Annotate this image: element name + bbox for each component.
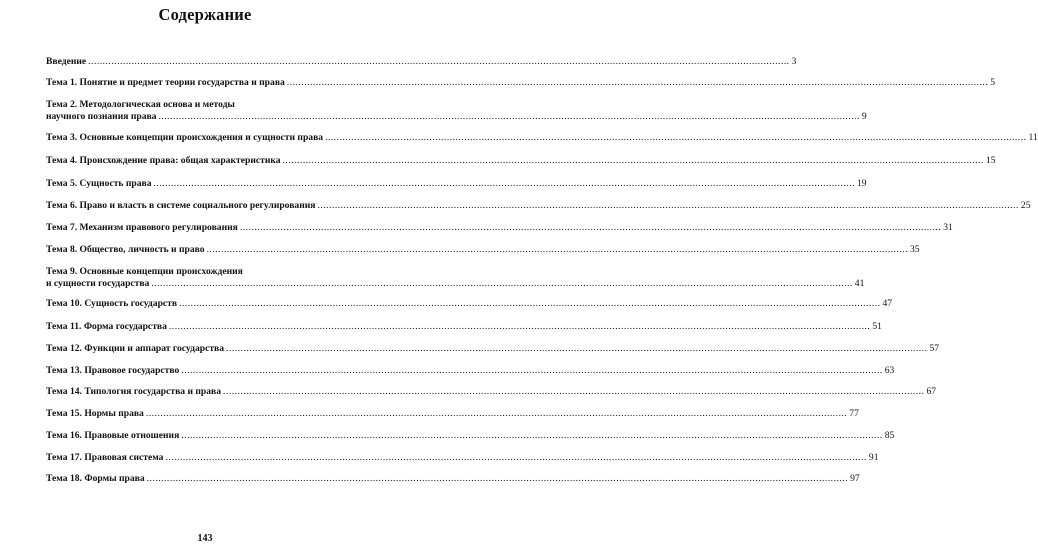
toc-entry-title: Тема 8. Общество, личность и право — [46, 244, 205, 255]
toc-entry-topic-7 — [46, 222, 953, 234]
toc-entry-topic-4 — [46, 155, 996, 167]
dot-leader: .................................................................................................................................................................................................................................................. — [226, 343, 928, 354]
toc-entry-title: Введение — [46, 56, 87, 67]
toc-entry-topic-12 — [46, 343, 940, 355]
toc-entry-topic-8 — [46, 244, 920, 256]
dot-leader: .................................................................................................................................................................................................................................................. — [325, 132, 1027, 143]
toc-page-number: 15 — [985, 155, 996, 166]
toc-page-number: 35 — [909, 244, 920, 255]
toc-page-number: 57 — [929, 343, 940, 354]
toc-page-number: 77 — [849, 408, 859, 419]
toc-page-number: 5 — [990, 77, 996, 88]
dot-leader: .................................................................................................................................................................................................................................................. — [168, 321, 871, 332]
toc-entry-title: Тема 14. Типология государства и права — [46, 386, 222, 397]
dot-leader: .................................................................................................................................................................................................................................................. — [165, 452, 867, 463]
toc-page-number: 19 — [856, 178, 867, 189]
toc-page-number: 3 — [791, 56, 797, 67]
toc-entry-topic-2 — [46, 99, 867, 122]
toc-page-number: 41 — [854, 277, 865, 289]
toc-entry-intro — [46, 56, 797, 68]
toc-page-number: 31 — [943, 222, 953, 233]
toc-entry-topic-16 — [46, 430, 895, 442]
toc-page-number: 9 — [861, 110, 867, 122]
toc-entry-title: Тема 18. Формы права — [46, 473, 145, 484]
page-title: Содержание — [158, 5, 252, 24]
toc-entry-title: Тема 17. Правовая система — [46, 452, 164, 463]
dot-leader: .................................................................................................................................................................................................................................................. — [145, 408, 848, 419]
dot-leader: .................................................................................................................................................................................................................................................. — [179, 298, 881, 309]
toc-entry-title: и сущности государства — [46, 277, 150, 289]
dot-leader: .................................................................................................................................................................................................................................................. — [286, 77, 989, 88]
toc-entry-topic-14 — [46, 386, 937, 398]
toc-page-number: 51 — [872, 321, 882, 332]
toc-entry-topic-11 — [46, 321, 882, 333]
toc-entry-topic-17 — [46, 452, 879, 464]
toc-entry-topic-18 — [46, 473, 860, 485]
toc-entry-topic-6 — [46, 200, 1031, 212]
toc-page-number: 85 — [884, 430, 895, 441]
toc-entry-title: Тема 16. Правовые отношения — [46, 430, 180, 441]
toc-page-number: 47 — [882, 298, 893, 309]
toc-page-number: 25 — [1020, 200, 1031, 211]
dot-leader: .................................................................................................................................................................................................................................................. — [181, 430, 883, 441]
toc-entry-title: научного познания права — [46, 110, 157, 122]
toc-entry-title: Тема 6. Право и власть в системе социального регулирования — [46, 200, 316, 211]
toc-page-number: 91 — [868, 452, 879, 463]
toc-entry-topic-10 — [46, 298, 893, 310]
toc-entry-title: Тема 13. Правовое государство — [46, 365, 180, 376]
toc-page-number: 67 — [926, 386, 937, 397]
dot-leader: .................................................................................................................................................................................................................................................. — [206, 244, 908, 255]
dot-leader: .................................................................................................................................................................................................................................................. — [317, 200, 1019, 211]
toc-entry-title-line1: Тема 2. Методологическая основа и методы — [46, 99, 235, 110]
toc-entry-topic-1 — [46, 77, 996, 89]
dot-leader: .................................................................................................................................................................................................................................................. — [223, 386, 925, 397]
toc-entry-title: Тема 3. Основные концепции происхождения и сущности права — [46, 132, 324, 143]
toc-entry-topic-13 — [46, 365, 895, 377]
toc-entry-title: Тема 1. Понятие и предмет теории государства и права — [46, 77, 285, 88]
toc-entry-title: Тема 12. Функции и аппарат государства — [46, 343, 225, 354]
dot-leader: .................................................................................................................................................................................................................................................. — [151, 277, 853, 289]
toc-page-number: 11 — [1028, 132, 1038, 143]
toc-entry-title: Тема 10. Сущность государств — [46, 298, 178, 309]
dot-leader: .................................................................................................................................................................................................................................................. — [282, 155, 984, 166]
toc-entry-topic-15 — [46, 408, 859, 420]
dot-leader: .................................................................................................................................................................................................................................................. — [146, 473, 849, 484]
toc-entry-title: Тема 7. Механизм правового регулирования — [46, 222, 238, 233]
toc-entry-title: Тема 4. Происхождение права: общая характеристика — [46, 155, 281, 166]
dot-leader: .................................................................................................................................................................................................................................................. — [239, 222, 942, 233]
toc-page-number: 63 — [884, 365, 895, 376]
toc-entry-topic-5 — [46, 178, 867, 190]
toc-entry-title: Тема 11. Форма государства — [46, 321, 167, 332]
toc-entry-topic-9 — [46, 266, 865, 289]
dot-leader: .................................................................................................................................................................................................................................................. — [181, 365, 883, 376]
page-number: 143 — [197, 533, 213, 544]
toc-entry-title-line1: Тема 9. Основные концепции происхождения — [46, 266, 243, 277]
toc-entry-topic-3 — [46, 132, 1038, 144]
dot-leader: .................................................................................................................................................................................................................................................. — [153, 178, 855, 189]
toc-entry-title: Тема 5. Сущность права — [46, 178, 152, 189]
toc-page-number: 97 — [850, 473, 860, 484]
toc-entry-title: Тема 15. Нормы права — [46, 408, 144, 419]
dot-leader: .................................................................................................................................................................................................................................................. — [88, 56, 790, 67]
dot-leader: .................................................................................................................................................................................................................................................. — [158, 110, 860, 122]
table-of-contents — [46, 0, 1038, 552]
